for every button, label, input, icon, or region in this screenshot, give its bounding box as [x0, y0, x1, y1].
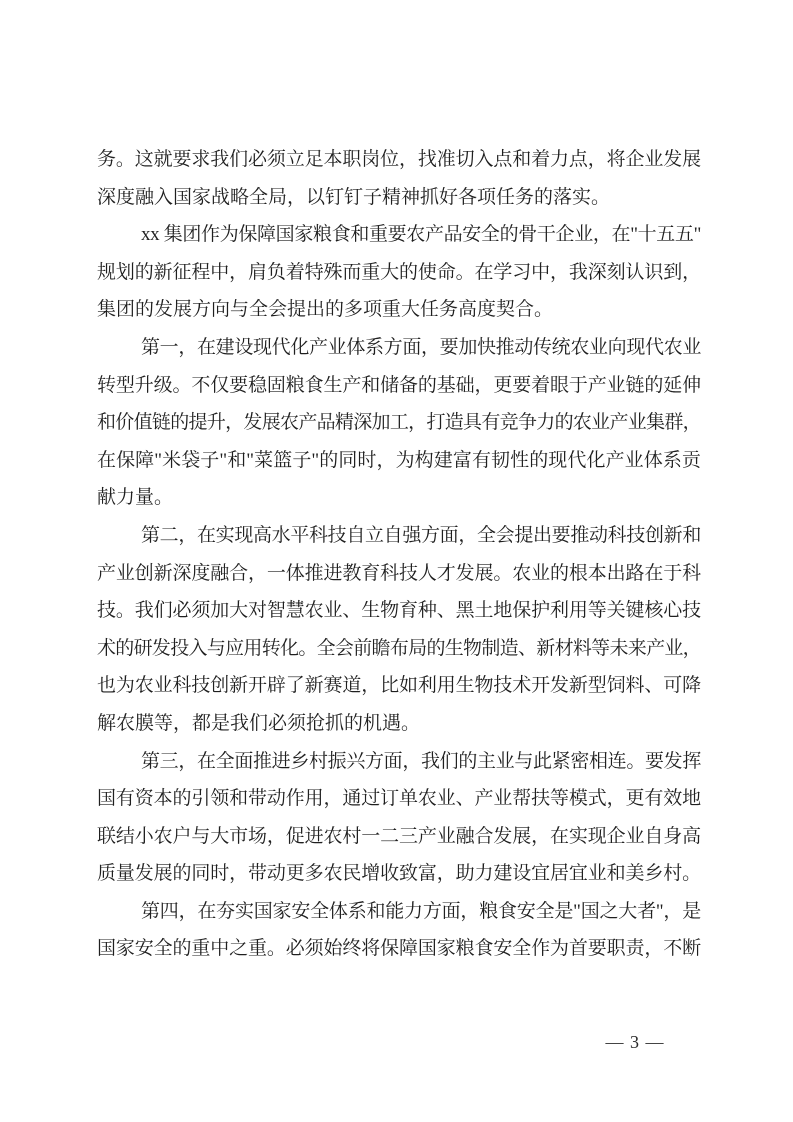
- text-line-content: 集团的发展方向与全会提出的多项重大任务高度契合。: [97, 299, 554, 321]
- text-line-content: 质量发展的同时，带动更多农民增收致富，助力建设宜居宜业和美乡村。: [97, 863, 701, 885]
- text-line: [97, 329, 701, 367]
- text-line-content: 规划的新征程中，肩负着特殊而重大的使命。在学习中，我深刻认识到，: [97, 261, 701, 283]
- text-line-content: 国家安全的重中之重。必须始终将保障国家粮食安全作为首要职责，不断: [97, 938, 701, 960]
- text-line-content: 第一，在建设现代化产业体系方面，要加快推动传统农业向现代农业: [141, 336, 701, 358]
- text-line: [97, 442, 701, 480]
- text-line: [97, 216, 701, 254]
- text-line: [97, 404, 701, 442]
- text-line: [97, 930, 701, 968]
- text-line-content: 和价值链的提升，发展农产品精深加工，打造具有竞争力的农业产业集群，: [97, 412, 701, 434]
- text-line: [97, 855, 701, 893]
- text-line-content: 技。我们必须加大对智慧农业、生物育种、黑土地保护利用等关键核心技: [97, 600, 701, 622]
- text-line: [97, 818, 701, 856]
- text-line-content: 解农膜等，都是我们必须抢抓的机遇。: [97, 712, 421, 734]
- text-line: [97, 479, 701, 517]
- text-line-content: 术的研发投入与应用转化。全会前瞻布局的生物制造、新材料等未来产业，: [97, 637, 701, 659]
- page-number: — 3 —: [605, 1032, 665, 1052]
- text-line-content: 在保障"米袋子"和"菜篮子"的同时，为构建富有韧性的现代化产业体系贡: [97, 449, 701, 471]
- text-line: [97, 667, 701, 705]
- document-body: [97, 141, 701, 968]
- text-line-content: 产业创新深度融合，一体推进教育科技人才发展。农业的根本出路在于科: [97, 562, 701, 584]
- text-line-content: 深度融入国家战略全局，以钉钉子精神抓好各项任务的落实。: [97, 186, 611, 208]
- text-line: [97, 893, 701, 931]
- text-line: [97, 592, 701, 630]
- text-line-content: xx 集团作为保障国家粮食和重要农产品安全的骨干企业，在"十五五": [141, 224, 701, 246]
- text-line-content: 第四，在夯实国家安全体系和能力方面，粮食安全是"国之大者"，是: [141, 900, 701, 922]
- text-line-content: 联结小农户与大市场，促进农村一二三产业融合发展，在实现企业自身高: [97, 825, 701, 847]
- text-line-content: 也为农业科技创新开辟了新赛道，比如利用生物技术开发新型饲料、可降: [97, 675, 701, 697]
- text-line-content: 献力量。: [97, 487, 174, 509]
- text-line-content: 转型升级。不仅要稳固粮食生产和储备的基础，更要着眼于产业链的延伸: [97, 374, 701, 396]
- text-line: [97, 254, 701, 292]
- text-line: [97, 141, 701, 179]
- text-line: [97, 291, 701, 329]
- text-line: [97, 517, 701, 555]
- text-line: [97, 780, 701, 818]
- text-line-content: 务。这就要求我们必须立足本职岗位，找准切入点和着力点，将企业发展: [97, 149, 701, 170]
- text-line: [97, 367, 701, 405]
- text-line-content: 国有资本的引领和带动作用，通过订单农业、产业帮扶等模式，更有效地: [97, 788, 701, 810]
- text-line: [97, 705, 701, 743]
- text-line: [97, 555, 701, 593]
- text-line: [97, 630, 701, 668]
- text-line-content: 第三，在全面推进乡村振兴方面，我们的主业与此紧密相连。要发挥: [141, 750, 701, 772]
- text-line-content: 第二，在实现高水平科技自立自强方面，全会提出要推动科技创新和: [141, 524, 701, 546]
- text-line: [97, 743, 701, 781]
- text-line: [97, 179, 701, 217]
